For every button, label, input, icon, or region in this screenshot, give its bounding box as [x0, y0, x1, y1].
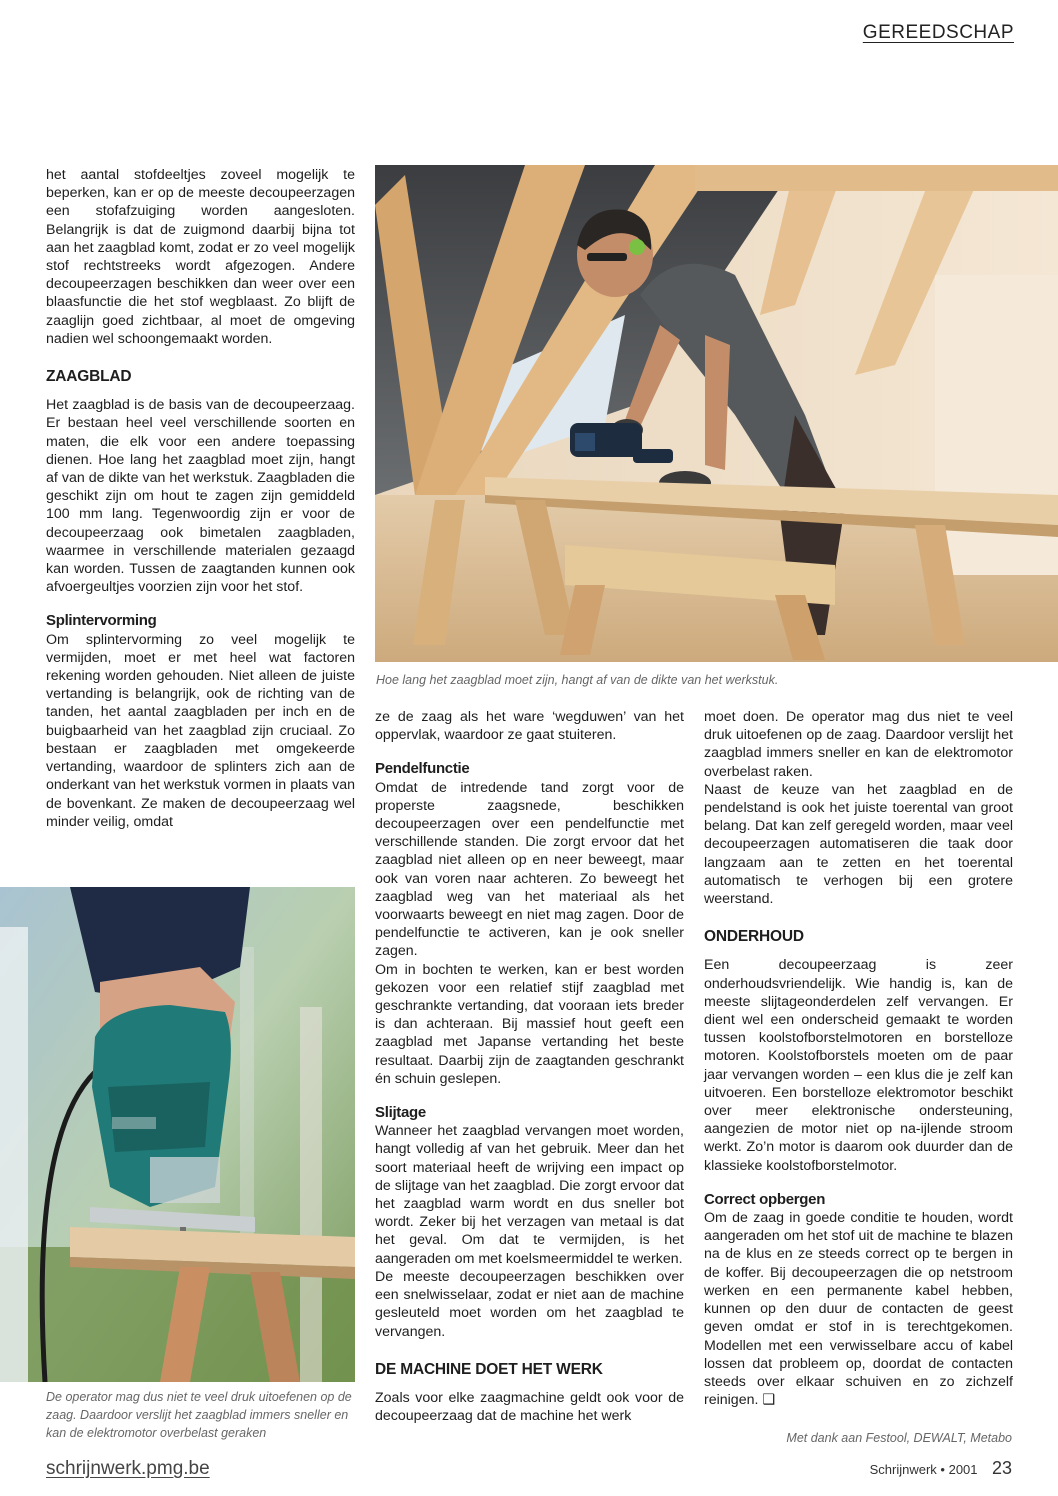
subheading-correct-opbergen: Correct opbergen: [704, 1190, 826, 1208]
paragraph-onderhoud: Een decoupeerzaag is zeer onderhoudsvriendelijk. Wie handig is, kan de meeste slijtageonderdelen zelf vervangen. Er dient wel een onderscheid gemaakt te worden tussen koolstofborstelmotoren en borstelloze motoren. Koolstofborstels moeten om de paar jaar vervangen worden – een klus die je zelf kan uitvoeren. Een borstelloze elektromotor beschikt over meer elektronische ondersteuning, aangezien de motor niet op na-ijlende stroom werkt. Zo’n motor is daarom ook duurder dan de klassieke koolstofborstelmotor.: [704, 957, 1013, 1174]
photo-attic-illustration: [375, 165, 1058, 662]
paragraph-machine: Zoals voor elke zaagmachine geldt ook voor de decoupeerzaag dat de machine het werk: [375, 1389, 684, 1425]
footer-page-number: 23: [991, 1458, 1012, 1478]
photo-caption-left: De operator mag dus niet te veel druk uitoefenen op de zaag. Daardoor verslijt het zaagblad immers sneller en kan de elektromotor overbelast geraken: [46, 1390, 352, 1440]
paragraph-splintervorming: Om splintervorming zo veel mogelijk te vermijden, moet er met heel wat factoren rekening worden gehouden. Niet alleen de juiste vertanding is belangrijk, ook de richting van de tanden, het aantal zaagbladen per inch en de buigbaarheid van het zaagblad zijn cruciaal. Zo bestaan er zaagbladen met omgekeerde vertanding, waardoor de splinters zich aan de onderkant van het werkstuk vormen in plaats van de bovenkant. Ze maken de decoupeerzaag wel minder veilig, omdat: [46, 631, 355, 830]
heading-machine-doet-het-werk: DE MACHINE DOET HET WERK: [375, 1360, 603, 1378]
paragraph-continuation-right: moet doen. De operator mag dus niet te veel druk uitoefenen op de zaag. Daardoor verslijt het zaagblad immers sneller en kan de elektromotor overbelast raken.: [704, 709, 1013, 780]
subheading-slijtage: Slijtage: [375, 1104, 426, 1122]
text-column-right: [704, 708, 1013, 1409]
end-mark-icon: ❑: [762, 1392, 776, 1409]
footer-page-info: [870, 1458, 1012, 1479]
paragraph-pendelfunctie-2: Om in bochten te werken, kan er best worden gekozen voor een relatief stijf zaagblad met geschrankte vertanding, dat vooraan iets breder is dan achteraan. Bij massief hout geeft een zaagblad met Japanse vertanding het beste resultaat. Daarbij zijn de zaagtanden geschrankt én schuin geslepen.: [375, 961, 684, 1087]
paragraph-toerental: Naast de keuze van het zaagblad en de pendelstand is ook het juiste toerental van groot belang. Dat kan zelf geregeld worden, maar veel decoupeerzagen automatiseren die taak door langzaam aan te zetten en het toerental automatisch te verhogen bij een grotere weerstand.: [704, 781, 1013, 908]
section-tag: GEREEDSCHAP: [862, 22, 1014, 43]
paragraph-opbergen-text: Om de zaag in goede conditie te houden, wordt aangeraden om het stof uit de machine te blazen na de klus en ze steeds correct op te bergen in de koffer. Bij decoupeerzagen die op netstroom werken en een permanente kabel hebben, kunnen op den duur de contacten de geest geven omdat er stof in is terechtgekomen. Modellen met een verwisselbare accu of kabel lossen dat probleem op, doordat de contacten steeds over elkaar schuiven en zo zichzelf reinigen.: [704, 1210, 1013, 1409]
footer-website-link[interactable]: schrijnwerk.pmg.be: [46, 1458, 210, 1479]
paragraph-pendelfunctie-1: Omdat de intredende tand zorgt voor de properste zaagsnede, beschikken decoupeerzagen over een pendelfunctie met verschillende standen. Die zorgt ervoor dat het zaagblad niet alleen op en neer beweegt, maar ook van voren naar achteren. Zo beweegt het zaagblad weg van het materiaal als het voorwaarts beweegt en niet mag zagen. Door de pendelfunctie te activeren, kan je ook sneller zagen.: [375, 779, 684, 960]
photo-caption-top: Hoe lang het zaagblad moet zijn, hangt af van de dikte van het werkstuk.: [376, 673, 779, 687]
photo-jigsaw-hand: [0, 887, 355, 1382]
paragraph-slijtage-2: De meeste decoupeerzagen beschikken over een snelwisselaar, zodat er niet aan de machine gesleuteld moet worden om het zaagblad te vervangen.: [375, 1268, 684, 1340]
footer-publication: Schrijnwerk • 2001: [869, 1462, 978, 1477]
paragraph-zaagblad: Het zaagblad is de basis van de decoupeerzaag. Er bestaan heel veel verschillende soorten en maten, die elk voor een andere toepassing dienen. Hoe lang het zaagblad moet zijn, hangt af van de dikte van het werkstuk. Zaagbladen die geschikt zijn om hout te zagen zijn gemiddeld 100 mm lang. Tegenwoordig zijn er voor de decoupeerzaag ook bimetalen zaagbladen, waarmee in verschillende materialen gezaagd kan worden. Tussen de zaagtanden kunnen ook afvoergeultjes voorzien zijn voor het stof.: [46, 397, 355, 596]
subheading-splintervorming: Splintervorming: [46, 612, 157, 630]
paragraph-stofafzuiging: het aantal stofdeeltjes zoveel mogelijk te beperken, kan er op de meeste decoupeerzagen een stofafzuiging worden aangesloten. Belangrijk is dat de zuigmond daarbij bijna tot aan het zaagblad komt, zodat er zo veel mogelijk stof rechtstreeks wordt afgezogen. Andere decoupeerzagen beschikken dan weer over een blaasfunctie die het stof wegblaast. Zo blijft de zaaglijn goed zichtbaar, al moet de omgeving nadien wel schoongemaakt worden.: [46, 167, 355, 347]
text-column-middle: [375, 708, 684, 1425]
paragraph-opbergen: [704, 1209, 1013, 1409]
credits-line: Met dank aan Festool, DEWALT, Metabo: [786, 1431, 1012, 1445]
photo-attic-worker: [375, 165, 1058, 662]
heading-zaagblad: ZAAGBLAD: [46, 368, 132, 386]
heading-onderhoud: ONDERHOUD: [704, 928, 804, 946]
subheading-pendelfunctie: Pendelfunctie: [375, 760, 470, 778]
text-column-left: [46, 166, 355, 831]
photo-jigsaw-illustration: [0, 887, 355, 1382]
paragraph-continuation-middle: ze de zaag als het ware ‘wegduwen’ van het oppervlak, waardoor ze gaat stuiteren.: [375, 709, 684, 744]
paragraph-slijtage-1: Wanneer het zaagblad vervangen moet worden, hangt volledig af van het gebruik. Meer dan het soort materiaal heeft de wrijving een impact op de slijtage van het zaagblad. Die zorgt ervoor dat het zaagblad warm wordt en dus sneller bot wordt. Zeker bij het verzagen van metaal is dat het geval. Om dat te vermijden, is het aangeraden om met koelsmeermiddel te werken.: [375, 1123, 684, 1267]
